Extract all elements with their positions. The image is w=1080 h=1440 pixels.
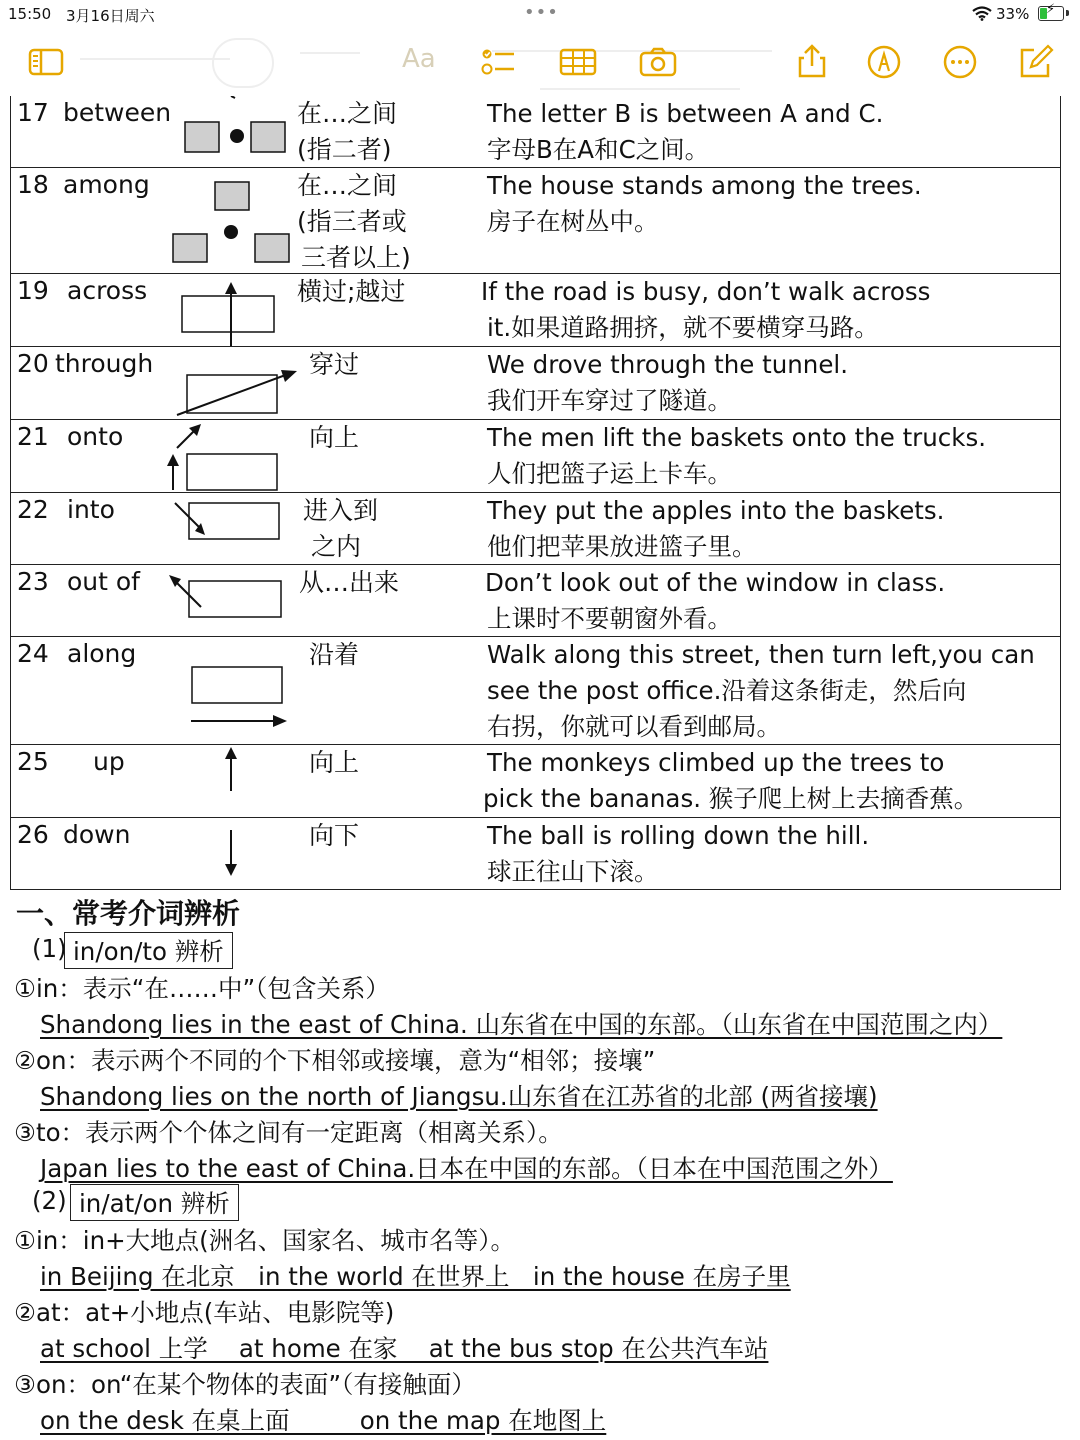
row-example-cn-2: 右拐，你就可以看到邮局。 (487, 712, 781, 741)
row-word: onto (67, 422, 124, 451)
row-example-en: If the road is busy, don’t walk across (481, 277, 931, 306)
down-arrow-icon (211, 818, 251, 888)
background-ghost-text-3 (492, 30, 772, 52)
row-cn-1: 在…之间 (297, 171, 398, 200)
row-number: 18 (17, 170, 49, 199)
row-example-en: The house stands among the trees. (487, 171, 922, 200)
status-date: 3月16日周六 (66, 7, 155, 25)
table-icon[interactable] (558, 42, 598, 82)
wifi-icon (972, 6, 992, 25)
row-example-en: The ball is rolling down the hill. (487, 821, 870, 850)
subsection-number-2: (2) (32, 1186, 67, 1215)
row-number: 25 (17, 747, 49, 776)
section-heading: 一、常考介词辨析 (16, 897, 241, 930)
row-cn-1: 在…之间 (297, 99, 398, 128)
table-row (11, 420, 1060, 493)
row-word: into (67, 495, 115, 524)
row-example-cn: it.如果道路拥挤，就不要横穿马路。 (487, 313, 879, 342)
text-format-icon[interactable]: Aa (402, 44, 436, 74)
row-example-cn: 字母B在A和C之间。 (487, 135, 710, 164)
background-ghost-text (80, 30, 230, 60)
row-number: 23 (17, 567, 49, 596)
row-word: along (67, 639, 137, 668)
row-cn-2: 之内 (311, 532, 362, 561)
row-example-cn: 我们开车穿过了隧道。 (487, 386, 732, 415)
table-row (11, 96, 1060, 168)
multitasking-dots-icon[interactable]: ••• (524, 2, 559, 23)
row-word: up (93, 747, 125, 776)
example-in-2: in Beijing 在北京 in the world 在世界上 in the house 在房子里 (40, 1262, 791, 1291)
subsection-title-box: in/on/to 辨析 (64, 932, 233, 969)
through-diagram (171, 347, 311, 419)
rule-in: ①in：表示“在……中”（包含关系） (14, 974, 390, 1003)
row-cn-3: 三者以上) (301, 243, 411, 272)
example-in: Shandong lies in the east of China. 山东省在中国的东部。（山东省在中国范围之内） (40, 1010, 1003, 1039)
table-row (11, 168, 1060, 274)
row-word: across (67, 276, 148, 305)
row-word: between (63, 98, 172, 127)
rule-to: ③to：表示两个个体之间有一定距离（相离关系）。 (14, 1118, 563, 1147)
row-cn-2: (指三者或 (297, 207, 407, 236)
sidebar-icon[interactable] (26, 42, 66, 82)
notes-toolbar (0, 28, 1080, 94)
row-cn-1: 向上 (309, 423, 360, 452)
row-cn-1: 进入到 (303, 496, 379, 525)
onto-diagram (161, 420, 301, 492)
row-example-cn: 房子在树丛中。 (487, 207, 659, 236)
row-example-en: The monkeys climbed up the trees to (487, 748, 945, 777)
row-example-cn: 上课时不要朝窗外看。 (487, 604, 732, 633)
subsection-title-box-2: in/at/on 辨析 (70, 1184, 239, 1221)
row-example-cn: 人们把篮子运上卡车。 (487, 459, 732, 488)
background-ghost-shape (212, 38, 274, 88)
between-diagram (171, 96, 301, 166)
table-row (11, 745, 1060, 818)
row-word: among (63, 170, 150, 199)
row-cn-1: 横过;越过 (297, 277, 406, 306)
among-diagram (161, 168, 301, 272)
row-example-cn: see the post office.沿着这条街走，然后向 (487, 676, 967, 705)
table-row (11, 565, 1060, 637)
row-word: out of (67, 567, 140, 596)
across-diagram (171, 274, 301, 346)
row-cn-1: 从…出来 (299, 568, 400, 597)
example-on: Shandong lies on the north of Jiangsu.山东省在江苏省的北部 (两省接壤) (40, 1082, 878, 1111)
row-example-en: We drove through the tunnel. (487, 350, 848, 379)
table-row (11, 493, 1060, 565)
rule-on-2: ③on：on“在某个物体的表面”（有接触面） (14, 1370, 476, 1399)
row-number: 19 (17, 276, 49, 305)
row-cn-1: 向下 (309, 821, 360, 850)
example-on-2: on the desk 在桌上面 on the map 在地图上 (40, 1406, 607, 1435)
row-number: 20 (17, 349, 49, 378)
into-diagram (161, 493, 301, 565)
row-word: down (63, 820, 131, 849)
markup-pen-icon[interactable] (864, 42, 904, 82)
along-diagram (181, 637, 301, 743)
status-time: 15:50 (8, 5, 52, 23)
charging-bolt-icon: ⚡ (1046, 2, 1056, 17)
background-ghost-text-2 (300, 32, 360, 54)
row-word: through (55, 349, 154, 378)
row-number: 22 (17, 495, 49, 524)
row-example-cn: 他们把苹果放进篮子里。 (487, 532, 757, 561)
row-example-en: Don’t look out of the window in class. (485, 568, 946, 597)
row-number: 17 (17, 98, 49, 127)
out-of-diagram (161, 565, 301, 637)
row-number: 26 (17, 820, 49, 849)
row-cn-1: 向上 (309, 748, 360, 777)
example-at: at school 上学 at home 在家 at the bus stop 在公共汽车站 (40, 1334, 769, 1363)
row-example-en: The men lift the baskets onto the trucks. (487, 423, 986, 452)
checklist-icon[interactable] (478, 42, 518, 82)
share-icon[interactable] (792, 42, 832, 82)
subsection-number: (1) (32, 934, 67, 963)
battery-cap (1066, 10, 1069, 16)
table-row (11, 274, 1060, 347)
row-cn-1: 穿过 (309, 350, 360, 379)
row-cn-2: (指二者) (297, 135, 392, 164)
table-row (11, 347, 1060, 420)
more-icon[interactable] (940, 42, 980, 82)
example-to: Japan lies to the east of China.日本在中国的东部。（日本在中国范围之外） (40, 1154, 893, 1183)
row-example-en: The letter B is between A and C. (487, 99, 884, 128)
camera-icon[interactable] (638, 42, 678, 82)
rule-in-2: ①in：in+大地点(洲名、国家名、城市名等）。 (14, 1226, 515, 1255)
row-example-cn: 球正往山下滚。 (487, 857, 659, 886)
rule-on: ②on：表示两个不同的个下相邻或接壤，意为“相邻；接壤” (14, 1046, 656, 1075)
compose-icon[interactable] (1016, 42, 1056, 82)
status-bar (0, 0, 1080, 28)
table-row (11, 637, 1060, 745)
up-arrow-icon (211, 745, 251, 817)
row-cn-1: 沿着 (309, 640, 360, 669)
table-row (11, 818, 1060, 889)
row-number: 21 (17, 422, 49, 451)
preposition-table (10, 96, 1061, 890)
row-example-en: Walk along this street, then turn left,you can (487, 640, 1035, 669)
rule-at: ②at：at+小地点(车站、电影院等) (14, 1298, 395, 1327)
row-example-cn: pick the bananas. 猴子爬上树上去摘香蕉。 (483, 784, 979, 813)
row-number: 24 (17, 639, 49, 668)
row-example-en: They put the apples into the baskets. (487, 496, 945, 525)
battery-percent: 33% (996, 5, 1030, 23)
